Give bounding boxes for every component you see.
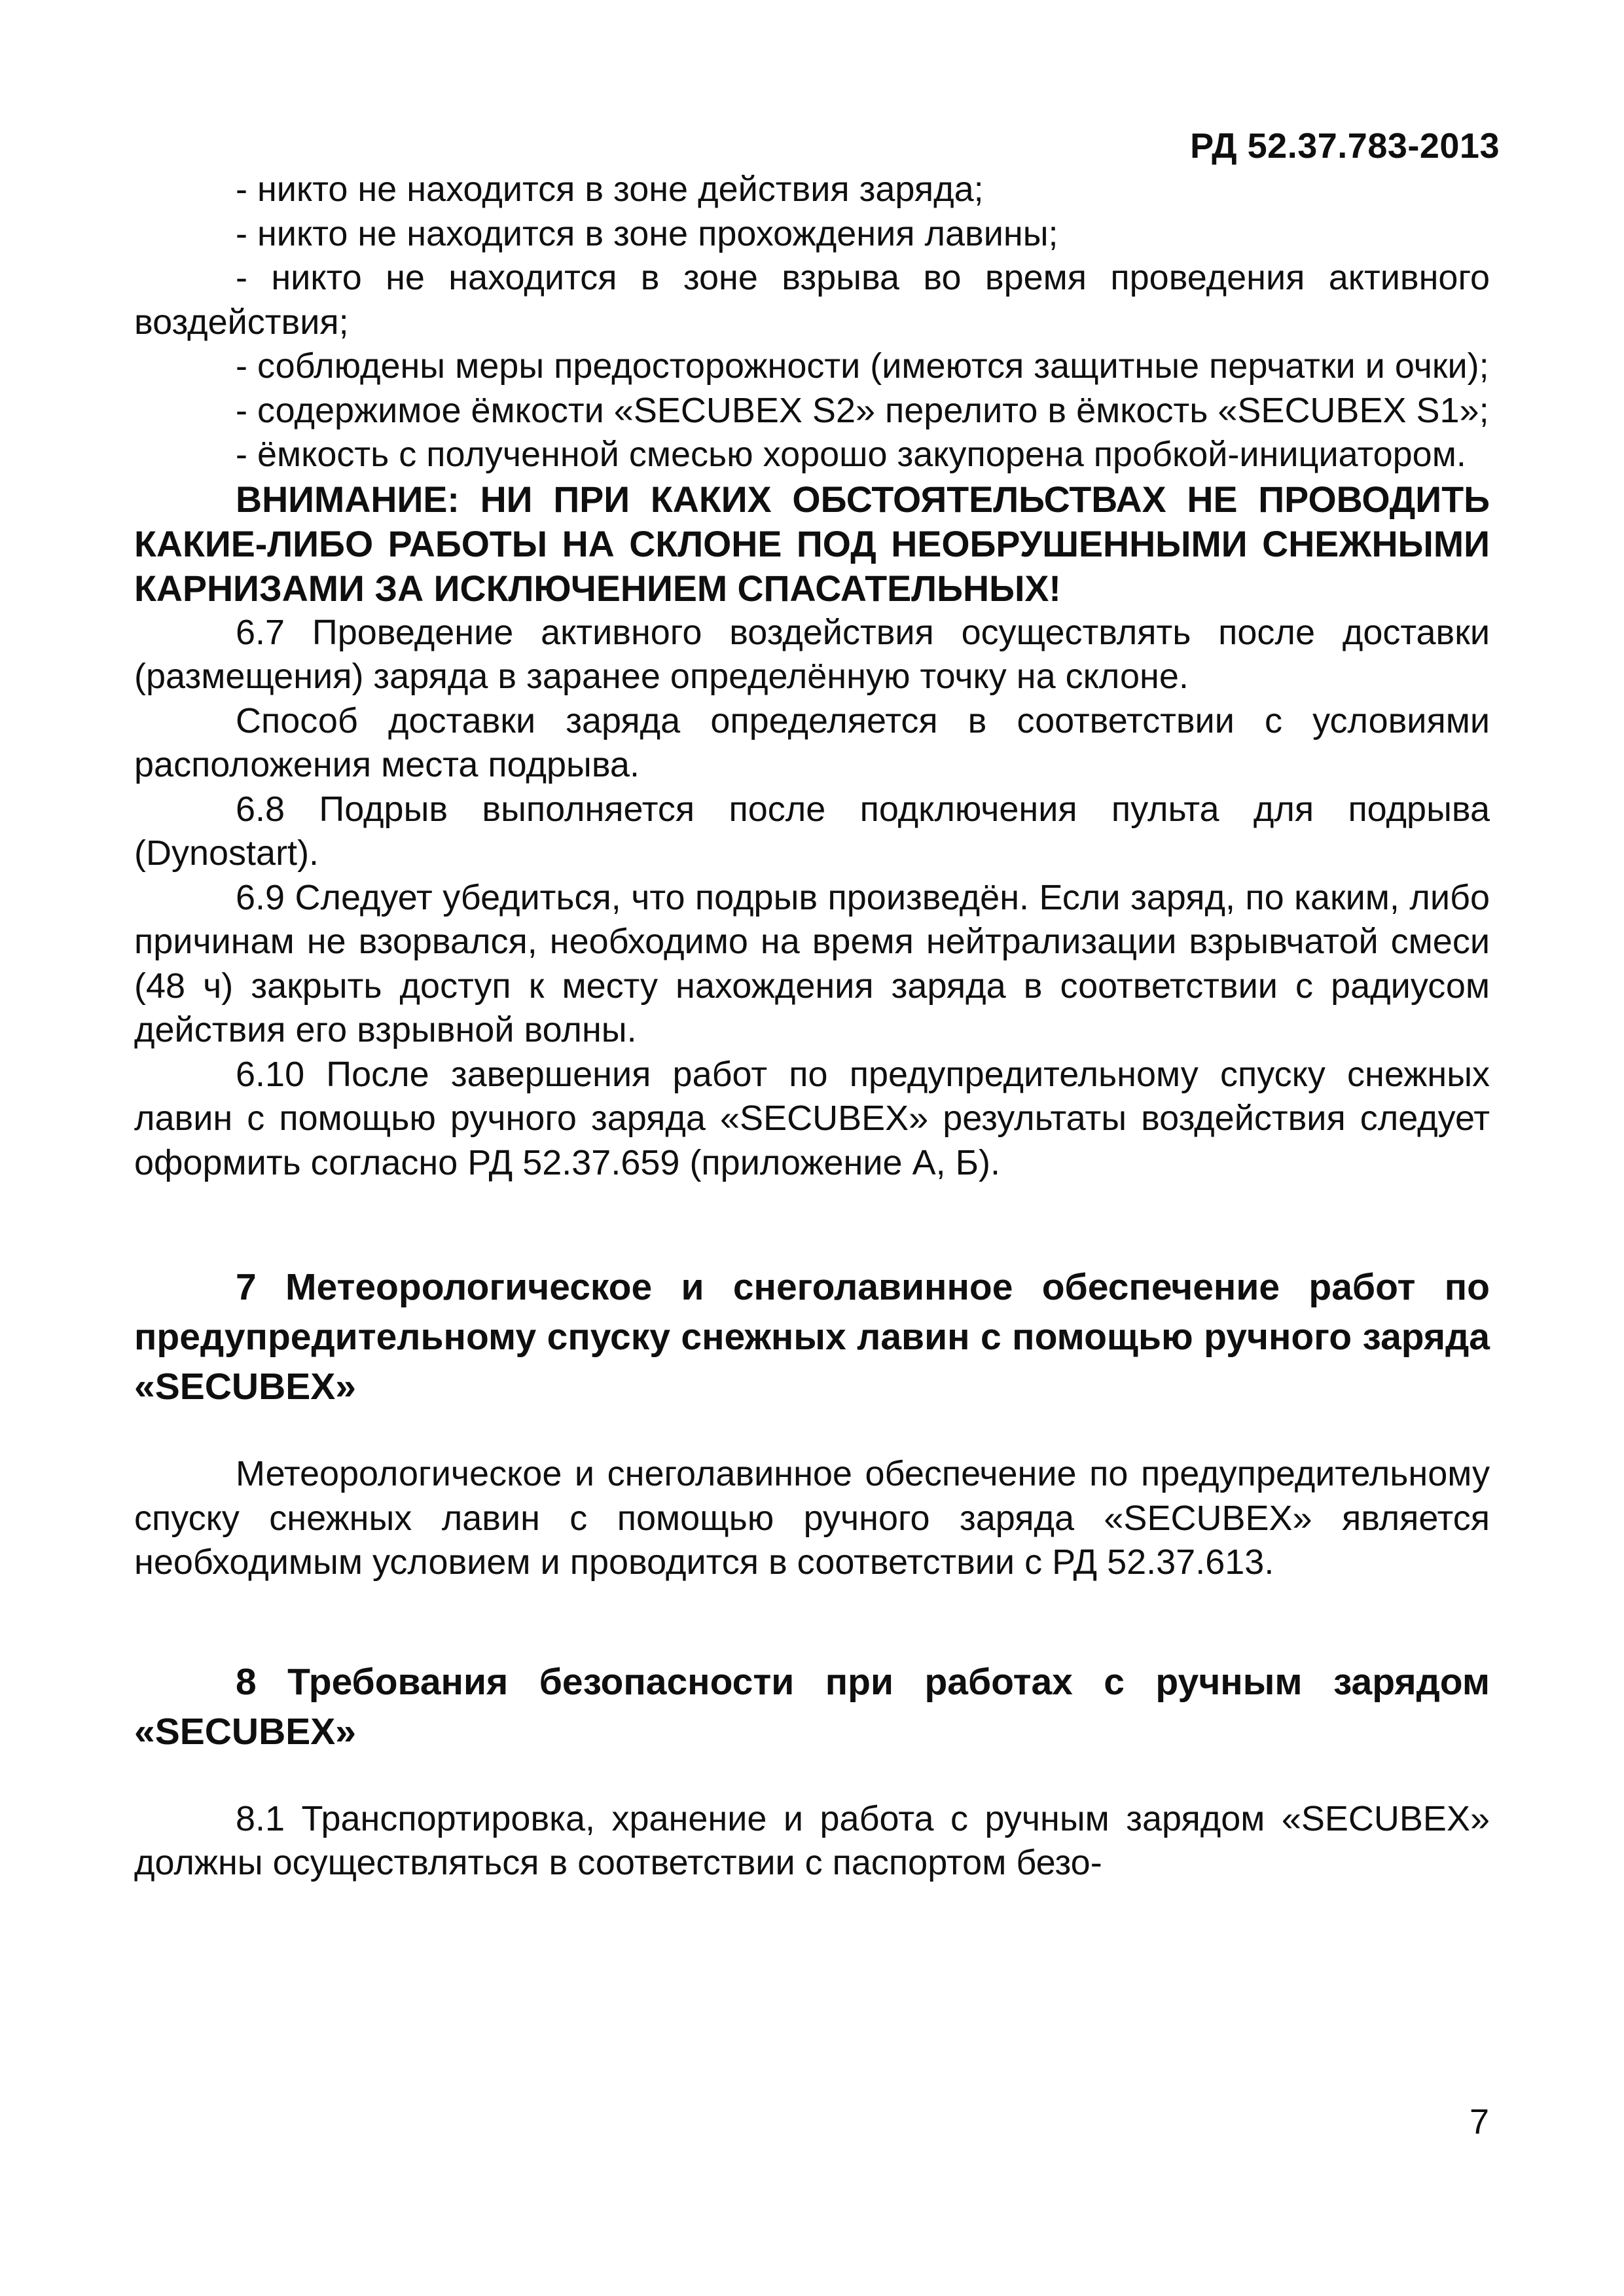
list-item-container-sealed: - ёмкость с полученной смесью хорошо закупорена пробкой-инициатором.: [236, 435, 1466, 474]
clause-6-7: 6.7 Проведение активного воздействия осуществлять после доставки (размещения) заряда в заранее определённую точку на склоне.: [134, 612, 1490, 696]
section-7-text: Метеорологическое и снеголавинное обеспечение по предупредительному спуску снежных лавин с помощью ручного заряда «SECUBEX» является необходимым условием и проводится в соответствии с РД 52.37.613.: [134, 1454, 1490, 1582]
delivery-method-paragraph: Способ доставки заряда определяется в соответствии с условиями расположения места подрыва.: [134, 701, 1490, 784]
document-code: РД 52.37.783-2013: [1190, 126, 1500, 166]
list-item-explosion-zone: - никто не находится в зоне взрыва во время проведения активного воздействия;: [134, 258, 1490, 342]
clause-6-8: 6.8 Подрыв выполняется после подключения пульта для подрыва (Dynostart).: [134, 789, 1490, 873]
clause-6-9: 6.9 Следует убедиться, что подрыв произведён. Если заряд, по каким, либо причинам не взорвался, необходимо на время нейтрализации взрывчатой смеси (48 ч) закрыть доступ к месту нахождения заряда в соответствии с радиусом действия его взрывной волны.: [134, 877, 1490, 1049]
clause-6-10: 6.10 После завершения работ по предупредительному спуску снежных лавин с помощью ручного заряда «SECUBEX» результаты воздействия следует оформить согласно РД 52.37.659 (приложение А, Б).: [134, 1054, 1490, 1182]
warning-notice: ВНИМАНИЕ: НИ ПРИ КАКИХ ОБСТОЯТЕЛЬСТВАХ НЕ ПРОВОДИТЬ КАКИЕ-ЛИБО РАБОТЫ НА СКЛОНЕ ПОД НЕОБРУШЕННЫМИ СНЕЖНЫМИ КАРНИЗАМИ ЗА ИСКЛЮЧЕНИЕМ СПАСАТЕЛЬНЫХ!: [134, 479, 1490, 609]
list-item-container-contents: - содержимое ёмкости «SECUBEX S2» перелито в ёмкость «SECUBEX S1»;: [236, 390, 1489, 430]
list-item-charge-zone: - никто не находится в зоне действия заряда;: [236, 170, 984, 209]
list-item-avalanche-zone: - никто не находится в зоне прохождения лавины;: [236, 213, 1058, 253]
list-item-precautions: - соблюдены меры предосторожности (имеются защитные перчатки и очки);: [236, 346, 1489, 386]
section-7-title: 7 Метеорологическое и снеголавинное обеспечение работ по предупредительному спуску снежных лавин с помощью ручного заряда «SECUBEX»: [134, 1266, 1490, 1408]
page-body: [134, 168, 1490, 1886]
page-number: 7: [1469, 2102, 1489, 2141]
section-8-title: 8 Требования безопасности при работах с ручным зарядом «SECUBEX»: [134, 1660, 1490, 1753]
clause-8-1: 8.1 Транспортировка, хранение и работа с ручным зарядом «SECUBEX» должны осуществляться в соответствии с паспортом безо-: [134, 1798, 1490, 1882]
